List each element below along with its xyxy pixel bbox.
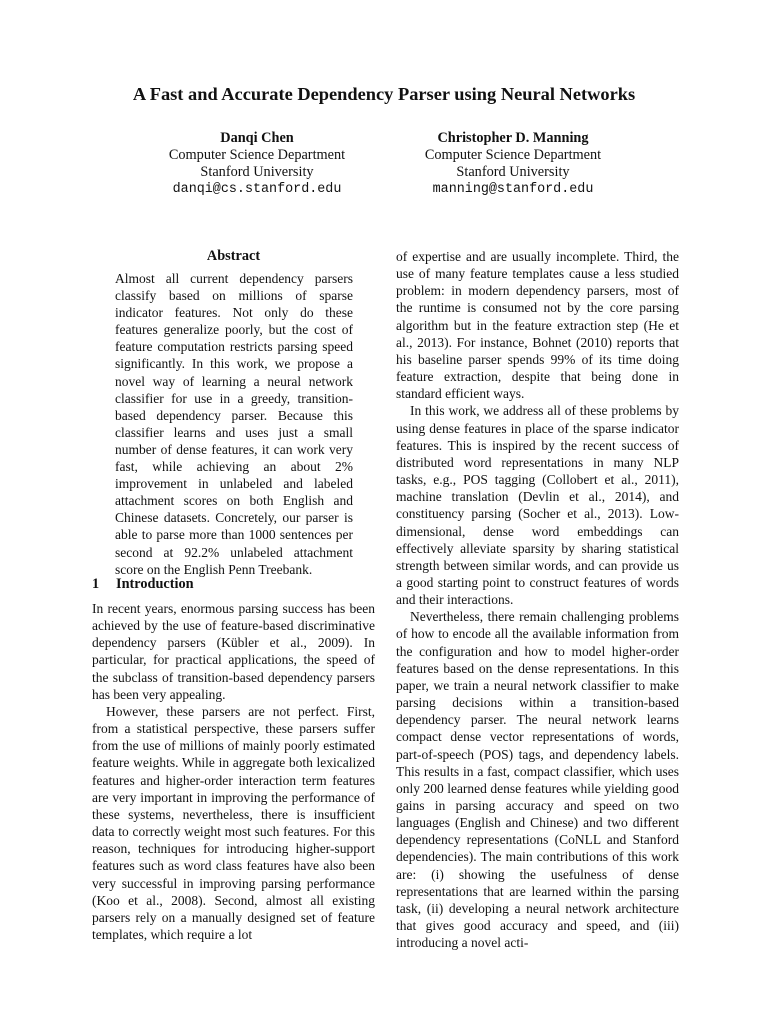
section-heading bbox=[92, 576, 194, 593]
author-name: Christopher D. Manning bbox=[437, 130, 589, 146]
author-affiliation: Stanford University bbox=[456, 164, 570, 180]
author-email: danqi@cs.stanford.edu bbox=[172, 182, 342, 197]
right-paragraph-1: of expertise and are usually incomplete. Third, the use of many feature templates cause a less studied problem: in modern dependency parsers, most of the runtime is consumed not by the core parsing algorithm but in the feature extraction step (He et al., 2013). For instance, Bohnet (2010) reports that his baseline parser spends 99% of its time doing feature extraction, despite that being done in standard efficient ways. bbox=[396, 249, 679, 402]
section-number: 1 bbox=[92, 576, 100, 592]
author-department: Computer Science Department bbox=[424, 147, 602, 163]
section-title: Introduction bbox=[116, 576, 194, 592]
author-block-1 bbox=[107, 130, 407, 198]
paper-title: A Fast and Accurate Dependency Parser using Neural Networks bbox=[132, 84, 636, 104]
author-block-2 bbox=[363, 130, 663, 198]
right-paragraph-3: Nevertheless, there remain challenging problems of how to encode all the available information from the configuration and how to model higher-order features based on the dense representations. In this paper, we train a neural network classifier to make parsing decisions within a transition-based dependency parser. The neural network learns compact dense vector representations of words, part-of-speech (POS) tags, and dependency labels. This results in a fast, compact classifier, which uses only 200 learned dense features while yielding good gains in parsing accuracy and speed on two languages (English and Chinese) and two different dependency representations (CoNLL and Stanford dependencies). The main contributions of this work are: (i) showing the usefulness of dense representations that are learned within the parsing task, (ii) developing a neural network architecture that gives good accuracy and speed, and (iii) introducing a novel acti- bbox=[396, 609, 679, 951]
author-email: manning@stanford.edu bbox=[432, 182, 594, 197]
abstract-text: Almost all current dependency parsers classify based on millions of sparse indicator features. Not only do these features generalize poorly, but the cost of feature computation restricts parsing speed significantly. In this work, we propose a novel way of learning a neural network classifier for use in a greedy, transition-based dependency parser. Because this classifier learns and uses just a small number of dense features, it can work very fast, while achieving an about 2% improvement in unlabeled and labeled attachment scores on both English and Chinese datasets. Concretely, our parser is able to parse more than 1000 sentences per second at 92.2% unlabeled attachment score on the English Penn Treebank. bbox=[115, 271, 353, 577]
abstract-heading: Abstract bbox=[206, 248, 261, 264]
right-paragraph-2: In this work, we address all of these problems by using dense features in place of the sparse indicator features. This is inspired by the recent success of distributed word representations in many NLP tasks, e.g., POS tagging (Collobert et al., 2011), machine translation (Devlin et al., 2014), and constituency parsing (Socher et al., 2013). Low-dimensional, dense word embeddings can effectively alleviate sparsity by sharing statistical strength between similar words, and can provide us a good starting point to construct features of words and their interactions. bbox=[396, 403, 679, 608]
author-department: Computer Science Department bbox=[168, 147, 346, 163]
right-column-body bbox=[396, 248, 679, 951]
intro-paragraph-2: However, these parsers are not perfect. First, from a statistical perspective, these parsers suffer from the use of millions of mainly poorly estimated feature weights. While in aggregate both lexicalized features and higher-order interaction term features are very important in improving the performance of these systems, nevertheless, there is insufficient data to correctly weight most such features. For this reason, techniques for introducing higher-support features such as word class features have also been very successful in improving parsing performance (Koo et al., 2008). Second, almost all existing parsers rely on a manually designed set of feature templates, which require a lot bbox=[92, 703, 375, 942]
author-name: Danqi Chen bbox=[220, 130, 294, 146]
author-affiliation: Stanford University bbox=[200, 164, 314, 180]
intro-paragraph-1: In recent years, enormous parsing success has been achieved by the use of feature-based discriminative dependency parsers (Kübler et al., 2009). In particular, for practical applications, the speed of the subclass of transition-based dependency parsers has been very appealing. bbox=[92, 601, 375, 702]
left-column-body bbox=[92, 600, 375, 943]
